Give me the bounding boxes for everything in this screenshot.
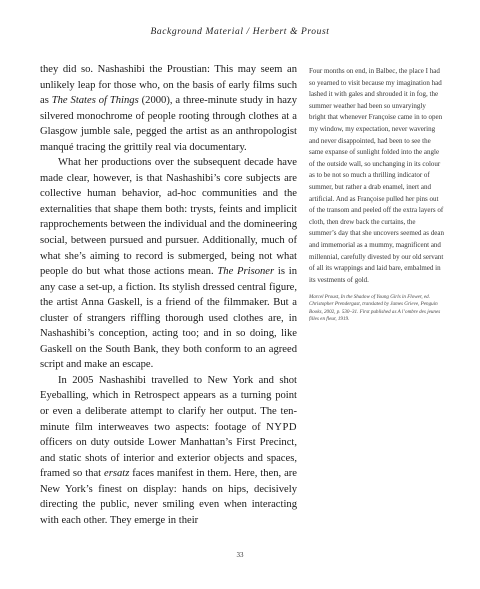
paragraph-2-text-b: is in any case a set-up, a fiction. Its stylish dressed central figure, the artist Anna Gaskell, is a friend of the filmmaker. But a cluster of strangers riffling thorough used clothes are, in Nashashibi’s conception, acting too; and in so doing, like Gaskell on the South Bank, they both conform to an agreed script and make an escape. <box>40 266 297 371</box>
paragraph-3 <box>40 373 297 528</box>
paragraph-1-text-b: (2000), a three-minute study in hazy silvered monochrome of people rooting through clothes at a Glasgow jumble sale, pegged the artist as an anthropologist manqué tracing the grittily real via documentary. <box>40 95 298 153</box>
paragraph-1 <box>40 62 297 155</box>
paragraph-1-text-a: they did so. Nashashibi the Proustian: This may seem an unlikely leap for those who, on the basis of early films such as <box>40 64 297 107</box>
quote-citation: Marcel Proust, In the Shadow of Young Girls in Flower, ed. Christopher Prendergast, translated by James Grieve, Penguin Books, 2002, p. 530–31. First published as A l’ombre des jeunes filles en fleur, 1919. <box>309 294 441 322</box>
ersatz-emphasis: ersatz <box>104 468 130 480</box>
paragraph-3-text-c: faces manifest in them. Here, then, are New York’s finest on display: hands on hips, decisively directing the public, never smiling even when interacting with each other. They emerge in their <box>40 468 297 526</box>
nypd-abbreviation: NYPD <box>266 421 297 433</box>
sidebar-column <box>309 66 444 328</box>
main-text-column <box>40 62 297 528</box>
running-header <box>0 27 480 37</box>
running-title: Background Material / Herbert & Proust <box>150 27 330 37</box>
paragraph-3-text-a: In 2005 Nashashibi travelled to New York and shot Eyeballing, which in Retrospect appears as a turning point or even a deliberate attempt to clarify her output. The ten-minute film interweaves two aspects: footage of <box>40 374 297 433</box>
paragraph-2 <box>40 155 297 373</box>
paragraph-2-text-a: What her productions over the subsequent decade have made clear, however, is that Nashashibi’s core subjects are collective human behavior, ad-hoc communities and the externalities that shape them both: trysts, feints and implicit rapprochements between the individual and the domineering social, between pursued and pursuer. Additionally, much of what she’s aiming to record is submerged, being not what people do but what those actions mean. <box>40 157 297 278</box>
page-number: 33 <box>236 551 244 559</box>
film-title-states-of-things: The States of Things <box>51 95 139 107</box>
film-title-the-prisoner: The Prisoner <box>217 266 275 278</box>
proust-quote: Four months on end, in Balbec, the place I had so yearned to visit because my imagination had lashed it with gales and shrouded it in fog, the summer weather had been so unvaryingly bright that whenever Françoise came in to open my window, my expectation, never wavering and never disappointed, had been to see the same expanse of sunlight folded into the angle of the outside wall, so unchanging in its colour as to be not so much a thrilling indicator of summer, but rather a drab enamel, inert and artificial. And as Françoise pulled her pins out of the transom and peeled off the extra layers of cloth, then drew back the curtains, the summer’s day that she uncovers seemed as dean and immemorial as a mummy, magnificent and millennial, carefully divested by our old servant of all its wrappings and laid bare, embalmed in its vestments of gold. <box>309 67 444 284</box>
paragraph-3-text-b: officers on duty outside Lower Manhattan’s First Precinct, and static shots of interior and exterior objects and spaces, framed so that <box>40 437 297 480</box>
